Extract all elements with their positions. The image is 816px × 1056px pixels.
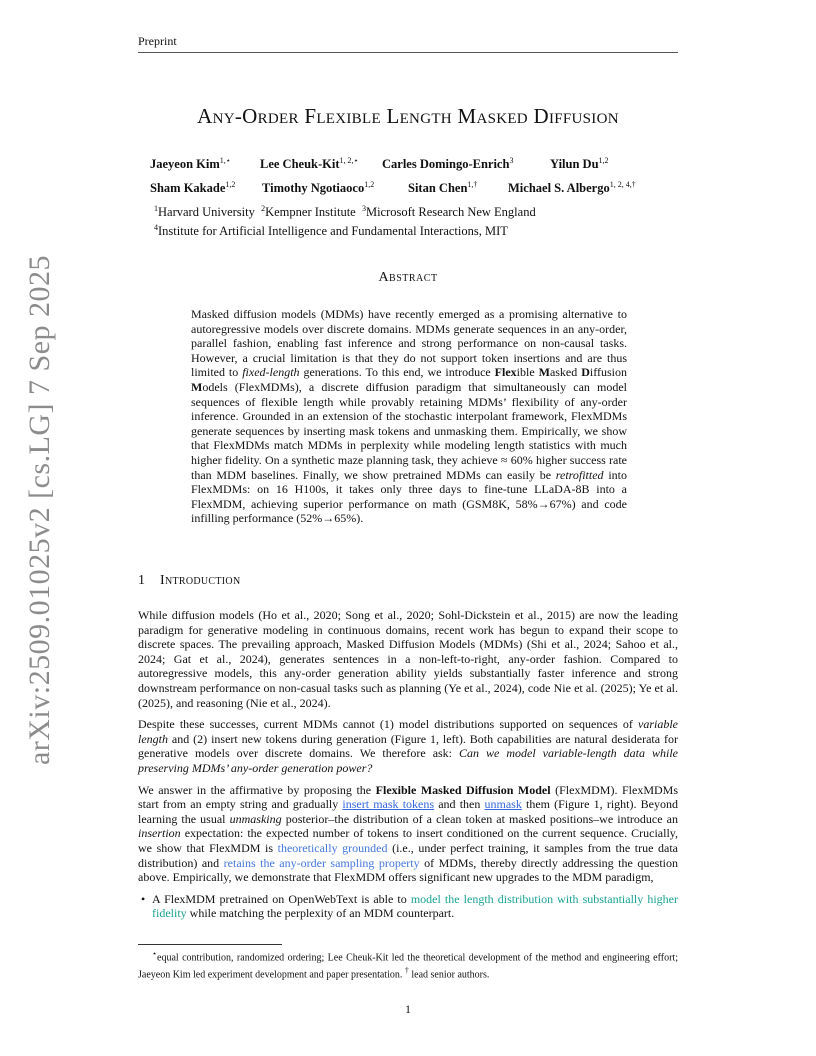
author: Yilun Du$^{1,2}$ xyxy=(550,156,609,172)
paragraph: We answer in the affirmative by proposing the Flexible Masked Diffusion Model (FlexMDM). FlexMDMs start from an empty string and gradually insert mask tokens and then unmask them (Figure 1, right). Beyond learning the usual unmasking posterior–the distribution of a clean token at masked positions–we introduce an insertion expectation: the expected number of tokens to insert conditioned on the current sequence. Crucially, we show that FlexMDM is theoretically grounded (i.e., under perfect training, it samples from the true data distribution) and retains the any-order sampling property of MDMs, thereby directly addressing the question above. Empirically, we demonstrate that FlexMDM offers significant new upgrades to the MDM paradigm, xyxy=(138,782,679,885)
section-number: 1 xyxy=(138,573,146,588)
abstract-body: Masked diffusion models (MDMs) have recently emerged as a promising alternative to autoregressive models over discrete domains. MDMs generate sequences in an any-order, parallel fashion, enabling fast inference and strong performance on non-causal tasks. However, a crucial limitation is that they do not support token insertions and are thus limited to fixed-length generations. To this end, we introduce Flexible Masked Diffusion Models (FlexMDMs), a discrete diffusion paradigm that simultaneously can model sequences of flexible length while provably retaining MDMs’ flexibility of any-order inference. Grounded in an extension of the stochastic interpolant framework, FlexMDMs generate sequences by inserting mask tokens and unmasking them. Empirically, we show that FlexMDMs match MDMs in perplexity while modeling length statistics with much higher fidelity. On a synthetic maze planning task, they achieve ≈ 60% higher success rate than MDM baselines. Finally, we show pretrained MDMs can easily be retrofitted into FlexMDMs: on 16 H100s, it takes only three days to fine-tune LLaDA-8B into a FlexMDM, achieving superior performance on math (GSM8K, 58%→67%) and code infilling performance (52%→65%). xyxy=(191,307,627,526)
author: Carles Domingo-Enrich$^3$ xyxy=(382,156,514,172)
bullet-icon: • xyxy=(141,891,146,906)
link-unmask[interactable]: unmask xyxy=(484,797,522,812)
arxiv-stamp xyxy=(10,254,70,766)
link-retains-any-order[interactable]: retains the any-order sampling property xyxy=(223,855,420,870)
author: Sham Kakade$^{1,2}$ xyxy=(150,180,236,196)
author: Lee Cheuk-Kit$^{1, 2,⋆}$ xyxy=(260,156,359,172)
author: Sitan Chen$^{1,\dagger}$ xyxy=(408,180,478,196)
running-head: Preprint xyxy=(138,34,177,48)
affiliations xyxy=(154,201,536,239)
section-heading xyxy=(138,573,240,589)
author: Michael S. Albergo$^{1, 2, 4,\dagger}$ xyxy=(508,180,636,196)
affiliation-line: $^1$Harvard University $^2$Kempner Institute $^3$Microsoft Research New England xyxy=(154,204,536,220)
link-theoretically-grounded[interactable]: theoretically grounded xyxy=(277,840,388,855)
author-list xyxy=(150,156,690,196)
author: Jaeyeon Kim$^{1,⋆}$ xyxy=(150,156,231,172)
author: Timothy Ngotiaoco$^{1,2}$ xyxy=(262,180,375,196)
introduction-body xyxy=(138,608,678,928)
arxiv-stamp-text: arXiv:2509.01025v2 [cs.LG] 7 Sep 2025 xyxy=(23,254,56,766)
link-length-distribution[interactable]: model the length distribution with substantially higher fidelity xyxy=(152,891,678,921)
section-title: Introduction xyxy=(160,573,241,588)
paragraph: While diffusion models (Ho et al., 2020; Song et al., 2020; Sohl-Dickstein et al., 2015) are now the leading paradigm for generative modeling in continuous domains, recent work has begun to expand their scope to discrete spaces. The prevailing approach, Masked Diffusion Models (MDMs) (Shi et al., 2024; Sahoo et al., 2024; Gat et al., 2024), generates sentences in a non-left-to-right, any-order fashion. Compared to autoregressive models, this any-order generation ability yields substantially faster inference and strong downstream performance on non-casual tasks such as planning (Ye et al., 2024), code Nie et al. (2025); Ye et al. (2025), and reasoning (Nie et al., 2024). xyxy=(138,608,678,710)
bullet-item: • A FlexMDM pretrained on OpenWebText is able to model the length distribution with substantially higher fidelity while matching the perplexity of an MDM counterpart. xyxy=(141,891,678,921)
header-rule xyxy=(138,52,678,53)
affiliation-line: $^4$Institute for Artificial Intelligence and Fundamental Interactions, MIT xyxy=(154,223,508,239)
footnote: ⋆equal contribution, randomized ordering; Lee Cheuk-Kit led the theoretical development of the method and engineering effort; Jaeyeon Kim led experiment development and paper presentation. † lead senior authors. xyxy=(138,949,678,981)
paper-title: Any-Order Flexible Length Masked Diffusion xyxy=(197,104,619,128)
link-insert-mask-tokens[interactable]: insert mask tokens xyxy=(342,797,435,812)
paragraph: Despite these successes, current MDMs cannot (1) model distributions supported on sequences of variable length and (2) insert new tokens during generation (Figure 1, left). Both capabilities are natural desiderata for generative models over discrete domains. We therefore ask: Can we model variable-length data while preserving MDMs’ any-order generation power? xyxy=(138,717,678,775)
footnote-rule xyxy=(138,944,282,945)
page-number: 1 xyxy=(405,1002,411,1016)
abstract-heading: Abstract xyxy=(378,270,438,285)
